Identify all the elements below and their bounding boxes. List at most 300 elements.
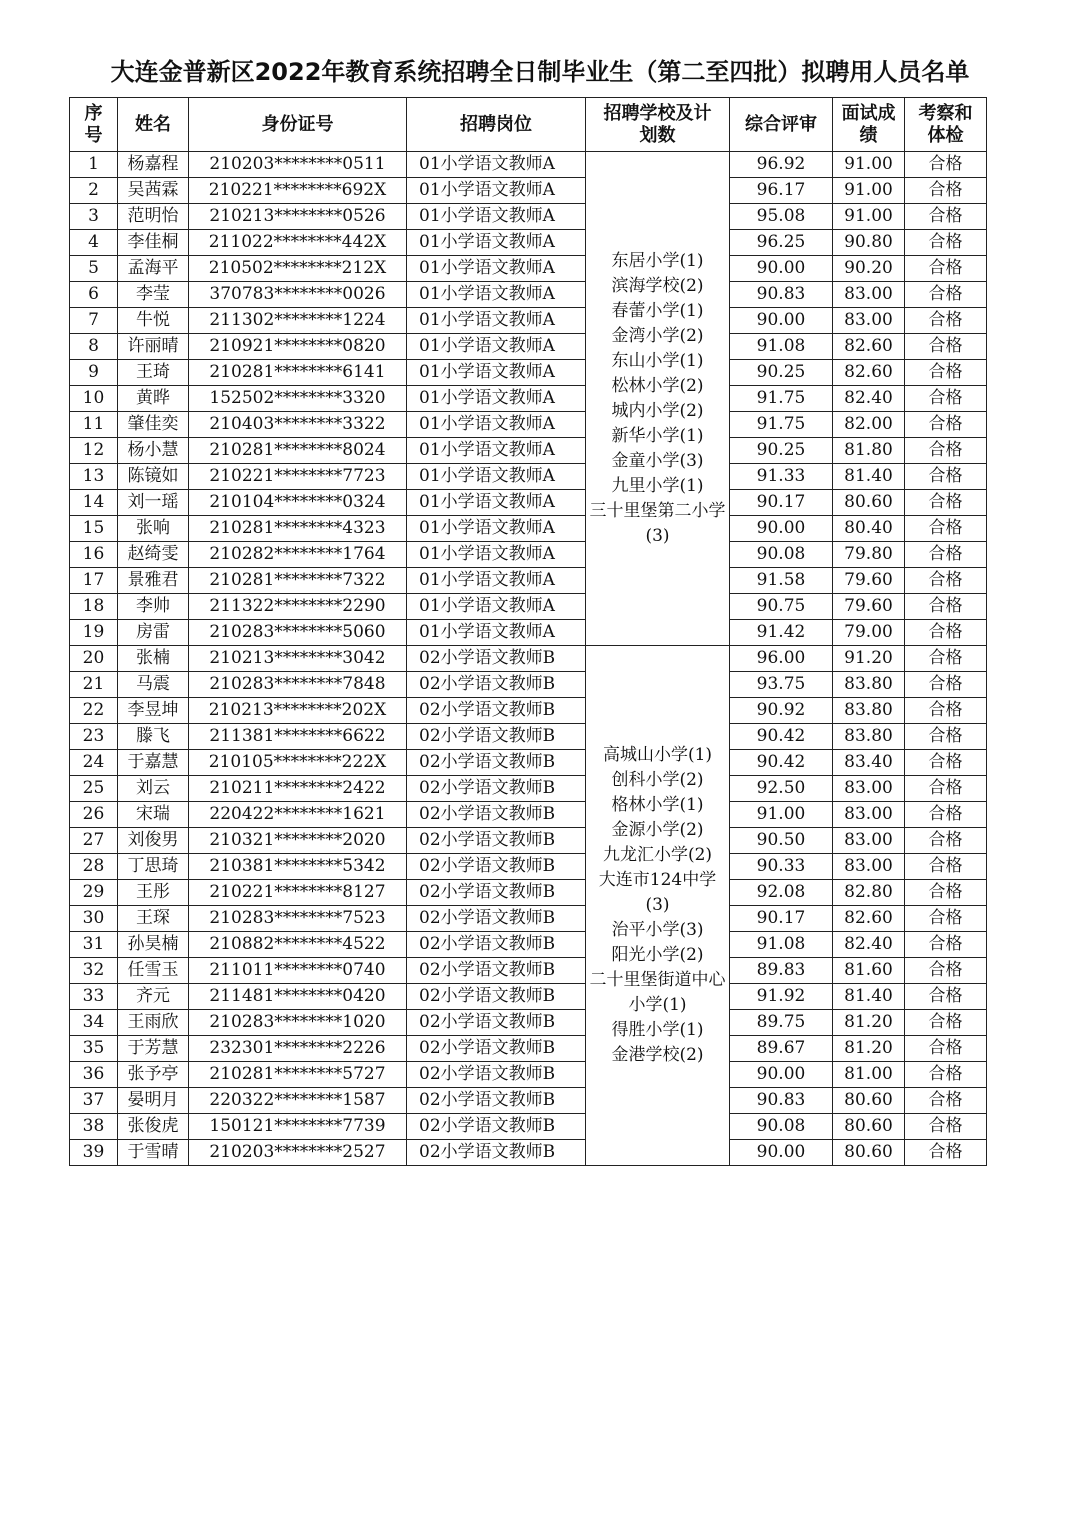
cell-id-number: 210221********8127 [189, 880, 407, 906]
cell-position: 02小学语文教师B [407, 646, 586, 672]
cell-id-number: 370783********0026 [189, 282, 407, 308]
cell-check-result: 合格 [905, 1140, 987, 1166]
cell-id-number: 210213********3042 [189, 646, 407, 672]
cell-index: 8 [70, 334, 118, 360]
cell-name: 宋瑞 [118, 802, 189, 828]
cell-overall-review: 90.25 [730, 438, 833, 464]
school-plan-item: 滨海学校(2) [611, 275, 704, 296]
cell-check-result: 合格 [905, 750, 987, 776]
cell-overall-review: 90.08 [730, 542, 833, 568]
cell-overall-review: 91.58 [730, 568, 833, 594]
school-plan-item: 春蕾小学(1) [611, 300, 704, 321]
cell-interview-score: 83.80 [833, 672, 905, 698]
cell-id-number: 210221********692X [189, 178, 407, 204]
cell-check-result: 合格 [905, 1062, 987, 1088]
school-plan-item: 松林小学(2) [611, 375, 704, 396]
cell-check-result: 合格 [905, 204, 987, 230]
cell-position: 02小学语文教师B [407, 672, 586, 698]
cell-index: 18 [70, 594, 118, 620]
cell-check-result: 合格 [905, 646, 987, 672]
cell-id-number: 210211********2422 [189, 776, 407, 802]
school-plan-item: 阳光小学(2) [611, 945, 704, 965]
cell-check-result: 合格 [905, 360, 987, 386]
table-row [70, 698, 987, 724]
cell-position: 02小学语文教师B [407, 724, 586, 750]
cell-overall-review: 90.42 [730, 724, 833, 750]
cell-index: 16 [70, 542, 118, 568]
col-header-interview-score: 面试成绩 [833, 98, 905, 152]
table-row [70, 620, 987, 646]
cell-overall-review: 89.75 [730, 1010, 833, 1036]
cell-id-number: 211322********2290 [189, 594, 407, 620]
cell-position: 02小学语文教师B [407, 1062, 586, 1088]
cell-name: 牛悦 [118, 308, 189, 334]
cell-name: 任雪玉 [118, 958, 189, 984]
cell-overall-review: 91.42 [730, 620, 833, 646]
cell-name: 丁思琦 [118, 854, 189, 880]
table-row [70, 880, 987, 906]
table-row [70, 438, 987, 464]
cell-name: 张响 [118, 516, 189, 542]
table-row [70, 802, 987, 828]
cell-overall-review: 90.08 [730, 1114, 833, 1140]
cell-index: 1 [70, 152, 118, 178]
cell-index: 27 [70, 828, 118, 854]
cell-name: 肇佳奕 [118, 412, 189, 438]
table-row [70, 1010, 987, 1036]
cell-position: 01小学语文教师A [407, 594, 586, 620]
cell-id-number: 210283********5060 [189, 620, 407, 646]
cell-interview-score: 81.80 [833, 438, 905, 464]
cell-overall-review: 90.25 [730, 360, 833, 386]
cell-name: 景雅君 [118, 568, 189, 594]
cell-name: 张予亭 [118, 1062, 189, 1088]
cell-check-result: 合格 [905, 568, 987, 594]
cell-overall-review: 90.83 [730, 1088, 833, 1114]
cell-id-number: 210282********1764 [189, 542, 407, 568]
table-row [70, 542, 987, 568]
cell-name: 许丽晴 [118, 334, 189, 360]
cell-interview-score: 79.60 [833, 568, 905, 594]
cell-id-number: 210381********5342 [189, 854, 407, 880]
cell-index: 17 [70, 568, 118, 594]
table-row [70, 594, 987, 620]
cell-position: 02小学语文教师B [407, 932, 586, 958]
cell-overall-review: 93.75 [730, 672, 833, 698]
cell-overall-review: 96.25 [730, 230, 833, 256]
cell-position: 01小学语文教师A [407, 360, 586, 386]
cell-index: 5 [70, 256, 118, 282]
cell-check-result: 合格 [905, 1088, 987, 1114]
cell-check-result: 合格 [905, 256, 987, 282]
cell-overall-review: 90.75 [730, 594, 833, 620]
cell-check-result: 合格 [905, 516, 987, 542]
cell-overall-review: 90.42 [730, 750, 833, 776]
cell-position: 02小学语文教师B [407, 906, 586, 932]
cell-id-number: 210203********0511 [189, 152, 407, 178]
cell-id-number: 150121********7739 [189, 1114, 407, 1140]
cell-overall-review: 89.83 [730, 958, 833, 984]
cell-id-number: 232301********2226 [189, 1036, 407, 1062]
cell-index: 31 [70, 932, 118, 958]
cell-interview-score: 80.60 [833, 1114, 905, 1140]
cell-index: 9 [70, 360, 118, 386]
cell-overall-review: 91.33 [730, 464, 833, 490]
cell-interview-score: 83.00 [833, 776, 905, 802]
cell-name: 滕飞 [118, 724, 189, 750]
cell-name: 李莹 [118, 282, 189, 308]
cell-name: 李昱坤 [118, 698, 189, 724]
cell-position: 01小学语文教师A [407, 230, 586, 256]
cell-overall-review: 96.92 [730, 152, 833, 178]
cell-interview-score: 90.20 [833, 256, 905, 282]
table-row [70, 672, 987, 698]
cell-check-result: 合格 [905, 672, 987, 698]
cell-check-result: 合格 [905, 906, 987, 932]
cell-index: 23 [70, 724, 118, 750]
table-row [70, 490, 987, 516]
cell-interview-score: 79.60 [833, 594, 905, 620]
cell-index: 33 [70, 984, 118, 1010]
cell-interview-score: 82.40 [833, 932, 905, 958]
cell-name: 王琦 [118, 360, 189, 386]
cell-name: 刘云 [118, 776, 189, 802]
cell-overall-review: 89.67 [730, 1036, 833, 1062]
cell-overall-review: 90.00 [730, 1140, 833, 1166]
cell-position: 01小学语文教师A [407, 334, 586, 360]
cell-index: 13 [70, 464, 118, 490]
cell-interview-score: 83.00 [833, 282, 905, 308]
cell-id-number: 210321********2020 [189, 828, 407, 854]
cell-check-result: 合格 [905, 1114, 987, 1140]
cell-name: 赵绮雯 [118, 542, 189, 568]
table-row [70, 256, 987, 282]
cell-id-number: 210281********6141 [189, 360, 407, 386]
table-row [70, 230, 987, 256]
cell-position: 02小学语文教师B [407, 1088, 586, 1114]
cell-name: 王雨欣 [118, 1010, 189, 1036]
school-plan-item: 高城山小学(1) [602, 745, 713, 765]
cell-index: 24 [70, 750, 118, 776]
cell-check-result: 合格 [905, 776, 987, 802]
cell-index: 20 [70, 646, 118, 672]
cell-overall-review: 91.00 [730, 802, 833, 828]
cell-index: 36 [70, 1062, 118, 1088]
cell-name: 于嘉慧 [118, 750, 189, 776]
table-row [70, 152, 987, 178]
col-header-schools: 招聘学校及计划数 [586, 98, 730, 152]
col-header-index: 序号 [70, 98, 118, 152]
cell-position: 01小学语文教师A [407, 516, 586, 542]
cell-index: 11 [70, 412, 118, 438]
table-row [70, 750, 987, 776]
cell-check-result: 合格 [905, 464, 987, 490]
cell-interview-score: 83.00 [833, 308, 905, 334]
cell-position: 02小学语文教师B [407, 776, 586, 802]
school-plan-item: 九龙汇小学(2) [602, 845, 713, 865]
cell-position: 02小学语文教师B [407, 828, 586, 854]
cell-id-number: 210213********202X [189, 698, 407, 724]
cell-position: 01小学语文教师A [407, 178, 586, 204]
cell-overall-review: 90.00 [730, 256, 833, 282]
cell-check-result: 合格 [905, 542, 987, 568]
cell-check-result: 合格 [905, 438, 987, 464]
school-plan-item: 三十里堡第二小学(3) [589, 500, 726, 546]
cell-check-result: 合格 [905, 698, 987, 724]
cell-id-number: 210283********1020 [189, 1010, 407, 1036]
table-row [70, 646, 987, 672]
cell-interview-score: 82.40 [833, 386, 905, 412]
cell-name: 黄晔 [118, 386, 189, 412]
cell-check-result: 合格 [905, 412, 987, 438]
cell-position: 02小学语文教师B [407, 854, 586, 880]
cell-check-result: 合格 [905, 802, 987, 828]
cell-name: 王琛 [118, 906, 189, 932]
cell-name: 李佳桐 [118, 230, 189, 256]
cell-index: 37 [70, 1088, 118, 1114]
school-plan-item: 创科小学(2) [611, 770, 704, 790]
school-plan-item: 得胜小学(1) [611, 1020, 704, 1040]
cell-check-result: 合格 [905, 984, 987, 1010]
cell-id-number: 210104********0324 [189, 490, 407, 516]
table-row [70, 334, 987, 360]
page-title: 大连金普新区2022年教育系统招聘全日制毕业生（第二至四批）拟聘用人员名单 [110, 58, 970, 86]
cell-overall-review: 90.33 [730, 854, 833, 880]
cell-overall-review: 91.92 [730, 984, 833, 1010]
cell-interview-score: 91.00 [833, 204, 905, 230]
cell-id-number: 210882********4522 [189, 932, 407, 958]
cell-index: 25 [70, 776, 118, 802]
cell-overall-review: 90.50 [730, 828, 833, 854]
table-row [70, 932, 987, 958]
cell-position: 02小学语文教师B [407, 1036, 586, 1062]
cell-position: 01小学语文教师A [407, 282, 586, 308]
cell-position: 01小学语文教师A [407, 152, 586, 178]
cell-check-result: 合格 [905, 282, 987, 308]
cell-id-number: 211302********1224 [189, 308, 407, 334]
cell-name: 王彤 [118, 880, 189, 906]
cell-interview-score: 83.00 [833, 828, 905, 854]
cell-interview-score: 79.00 [833, 620, 905, 646]
cell-id-number: 211011********0740 [189, 958, 407, 984]
candidate-table [69, 97, 987, 1166]
cell-overall-review: 90.92 [730, 698, 833, 724]
cell-index: 28 [70, 854, 118, 880]
cell-id-number: 210403********3322 [189, 412, 407, 438]
table-row [70, 204, 987, 230]
cell-index: 39 [70, 1140, 118, 1166]
cell-interview-score: 83.80 [833, 724, 905, 750]
table-body [70, 152, 987, 1166]
table-row [70, 178, 987, 204]
cell-name: 于雪晴 [118, 1140, 189, 1166]
cell-name: 张俊虎 [118, 1114, 189, 1140]
table-row [70, 854, 987, 880]
cell-interview-score: 82.00 [833, 412, 905, 438]
cell-id-number: 210281********7322 [189, 568, 407, 594]
cell-check-result: 合格 [905, 1010, 987, 1036]
cell-overall-review: 91.08 [730, 334, 833, 360]
cell-overall-review: 92.08 [730, 880, 833, 906]
table-row [70, 464, 987, 490]
table-header-row [70, 98, 987, 152]
school-plan-item: 格林小学(1) [611, 795, 704, 815]
cell-id-number: 210502********212X [189, 256, 407, 282]
cell-position: 02小学语文教师B [407, 880, 586, 906]
cell-id-number: 210921********0820 [189, 334, 407, 360]
cell-position: 01小学语文教师A [407, 568, 586, 594]
cell-name: 陈镜如 [118, 464, 189, 490]
cell-interview-score: 80.60 [833, 1140, 905, 1166]
school-plan-item: 治平小学(3) [611, 920, 704, 940]
cell-index: 14 [70, 490, 118, 516]
cell-id-number: 210281********5727 [189, 1062, 407, 1088]
cell-position: 02小学语文教师B [407, 750, 586, 776]
col-header-overall-review: 综合评审 [730, 98, 833, 152]
cell-interview-score: 91.20 [833, 646, 905, 672]
cell-overall-review: 95.08 [730, 204, 833, 230]
table-row [70, 1088, 987, 1114]
cell-position: 01小学语文教师A [407, 438, 586, 464]
cell-interview-score: 82.60 [833, 334, 905, 360]
cell-position: 01小学语文教师A [407, 542, 586, 568]
cell-interview-score: 83.00 [833, 854, 905, 880]
cell-position: 02小学语文教师B [407, 1114, 586, 1140]
cell-position: 02小学语文教师B [407, 958, 586, 984]
cell-id-number: 210283********7848 [189, 672, 407, 698]
cell-check-result: 合格 [905, 308, 987, 334]
cell-position: 01小学语文教师A [407, 412, 586, 438]
col-header-name: 姓名 [118, 98, 189, 152]
cell-name: 李帅 [118, 594, 189, 620]
cell-interview-score: 83.40 [833, 750, 905, 776]
table-row [70, 1036, 987, 1062]
school-plan-item: 大连市124中学(3) [598, 870, 717, 915]
table-row [70, 568, 987, 594]
table-row [70, 1062, 987, 1088]
table-row [70, 308, 987, 334]
cell-check-result: 合格 [905, 230, 987, 256]
cell-index: 4 [70, 230, 118, 256]
table-row [70, 724, 987, 750]
cell-position: 01小学语文教师A [407, 204, 586, 230]
cell-interview-score: 90.80 [833, 230, 905, 256]
school-plan-item: 金港学校(2) [611, 1045, 704, 1065]
cell-overall-review: 90.00 [730, 308, 833, 334]
table-row [70, 828, 987, 854]
cell-overall-review: 90.83 [730, 282, 833, 308]
cell-interview-score: 81.40 [833, 984, 905, 1010]
cell-index: 34 [70, 1010, 118, 1036]
cell-interview-score: 81.60 [833, 958, 905, 984]
cell-interview-score: 91.00 [833, 152, 905, 178]
cell-id-number: 220422********1621 [189, 802, 407, 828]
cell-overall-review: 90.00 [730, 1062, 833, 1088]
cell-position: 02小学语文教师B [407, 1140, 586, 1166]
table-row [70, 984, 987, 1010]
school-plan-item: 城内小学(2) [611, 400, 704, 421]
cell-check-result: 合格 [905, 152, 987, 178]
cell-id-number: 220322********1587 [189, 1088, 407, 1114]
cell-index: 21 [70, 672, 118, 698]
cell-index: 6 [70, 282, 118, 308]
cell-overall-review: 92.50 [730, 776, 833, 802]
cell-interview-score: 81.20 [833, 1036, 905, 1062]
table-row [70, 516, 987, 542]
school-plan-item: 金湾小学(2) [611, 325, 704, 346]
cell-id-number: 210283********7523 [189, 906, 407, 932]
cell-index: 32 [70, 958, 118, 984]
cell-check-result: 合格 [905, 386, 987, 412]
cell-index: 22 [70, 698, 118, 724]
cell-overall-review: 90.17 [730, 906, 833, 932]
cell-interview-score: 81.20 [833, 1010, 905, 1036]
col-header-check-result: 考察和体检 [905, 98, 987, 152]
cell-index: 3 [70, 204, 118, 230]
school-plan-item: 金源小学(2) [611, 820, 704, 840]
cell-position: 02小学语文教师B [407, 698, 586, 724]
cell-name: 刘一瑶 [118, 490, 189, 516]
school-plan-item: 东居小学(1) [611, 250, 704, 271]
school-plan-item: 金童小学(3) [611, 450, 704, 471]
cell-name: 孙昊楠 [118, 932, 189, 958]
cell-interview-score: 81.00 [833, 1062, 905, 1088]
col-header-id-number: 身份证号 [189, 98, 407, 152]
cell-index: 38 [70, 1114, 118, 1140]
cell-check-result: 合格 [905, 828, 987, 854]
cell-index: 30 [70, 906, 118, 932]
cell-index: 12 [70, 438, 118, 464]
cell-id-number: 210281********4323 [189, 516, 407, 542]
cell-name: 刘俊男 [118, 828, 189, 854]
cell-name: 晏明月 [118, 1088, 189, 1114]
cell-id-number: 210105********222X [189, 750, 407, 776]
cell-id-number: 210221********7723 [189, 464, 407, 490]
school-plan-cell [586, 152, 730, 646]
table-row [70, 958, 987, 984]
cell-interview-score: 91.00 [833, 178, 905, 204]
cell-interview-score: 82.60 [833, 360, 905, 386]
cell-name: 齐元 [118, 984, 189, 1010]
cell-overall-review: 91.75 [730, 412, 833, 438]
cell-position: 01小学语文教师A [407, 490, 586, 516]
cell-interview-score: 79.80 [833, 542, 905, 568]
cell-interview-score: 83.00 [833, 802, 905, 828]
cell-check-result: 合格 [905, 178, 987, 204]
cell-interview-score: 81.40 [833, 464, 905, 490]
table-row [70, 282, 987, 308]
table-row [70, 360, 987, 386]
cell-overall-review: 90.17 [730, 490, 833, 516]
cell-position: 01小学语文教师A [407, 256, 586, 282]
col-header-position: 招聘岗位 [407, 98, 586, 152]
cell-interview-score: 82.60 [833, 906, 905, 932]
cell-id-number: 210203********2527 [189, 1140, 407, 1166]
table-row [70, 412, 987, 438]
cell-position: 01小学语文教师A [407, 620, 586, 646]
school-plan-item: 新华小学(1) [611, 425, 704, 446]
cell-index: 19 [70, 620, 118, 646]
table-row [70, 906, 987, 932]
cell-index: 35 [70, 1036, 118, 1062]
cell-id-number: 152502********3320 [189, 386, 407, 412]
cell-overall-review: 91.75 [730, 386, 833, 412]
cell-interview-score: 80.60 [833, 490, 905, 516]
cell-id-number: 210213********0526 [189, 204, 407, 230]
cell-overall-review: 90.00 [730, 516, 833, 542]
table-row [70, 386, 987, 412]
school-plan-item: 二十里堡街道中心小学(1) [589, 970, 726, 1015]
